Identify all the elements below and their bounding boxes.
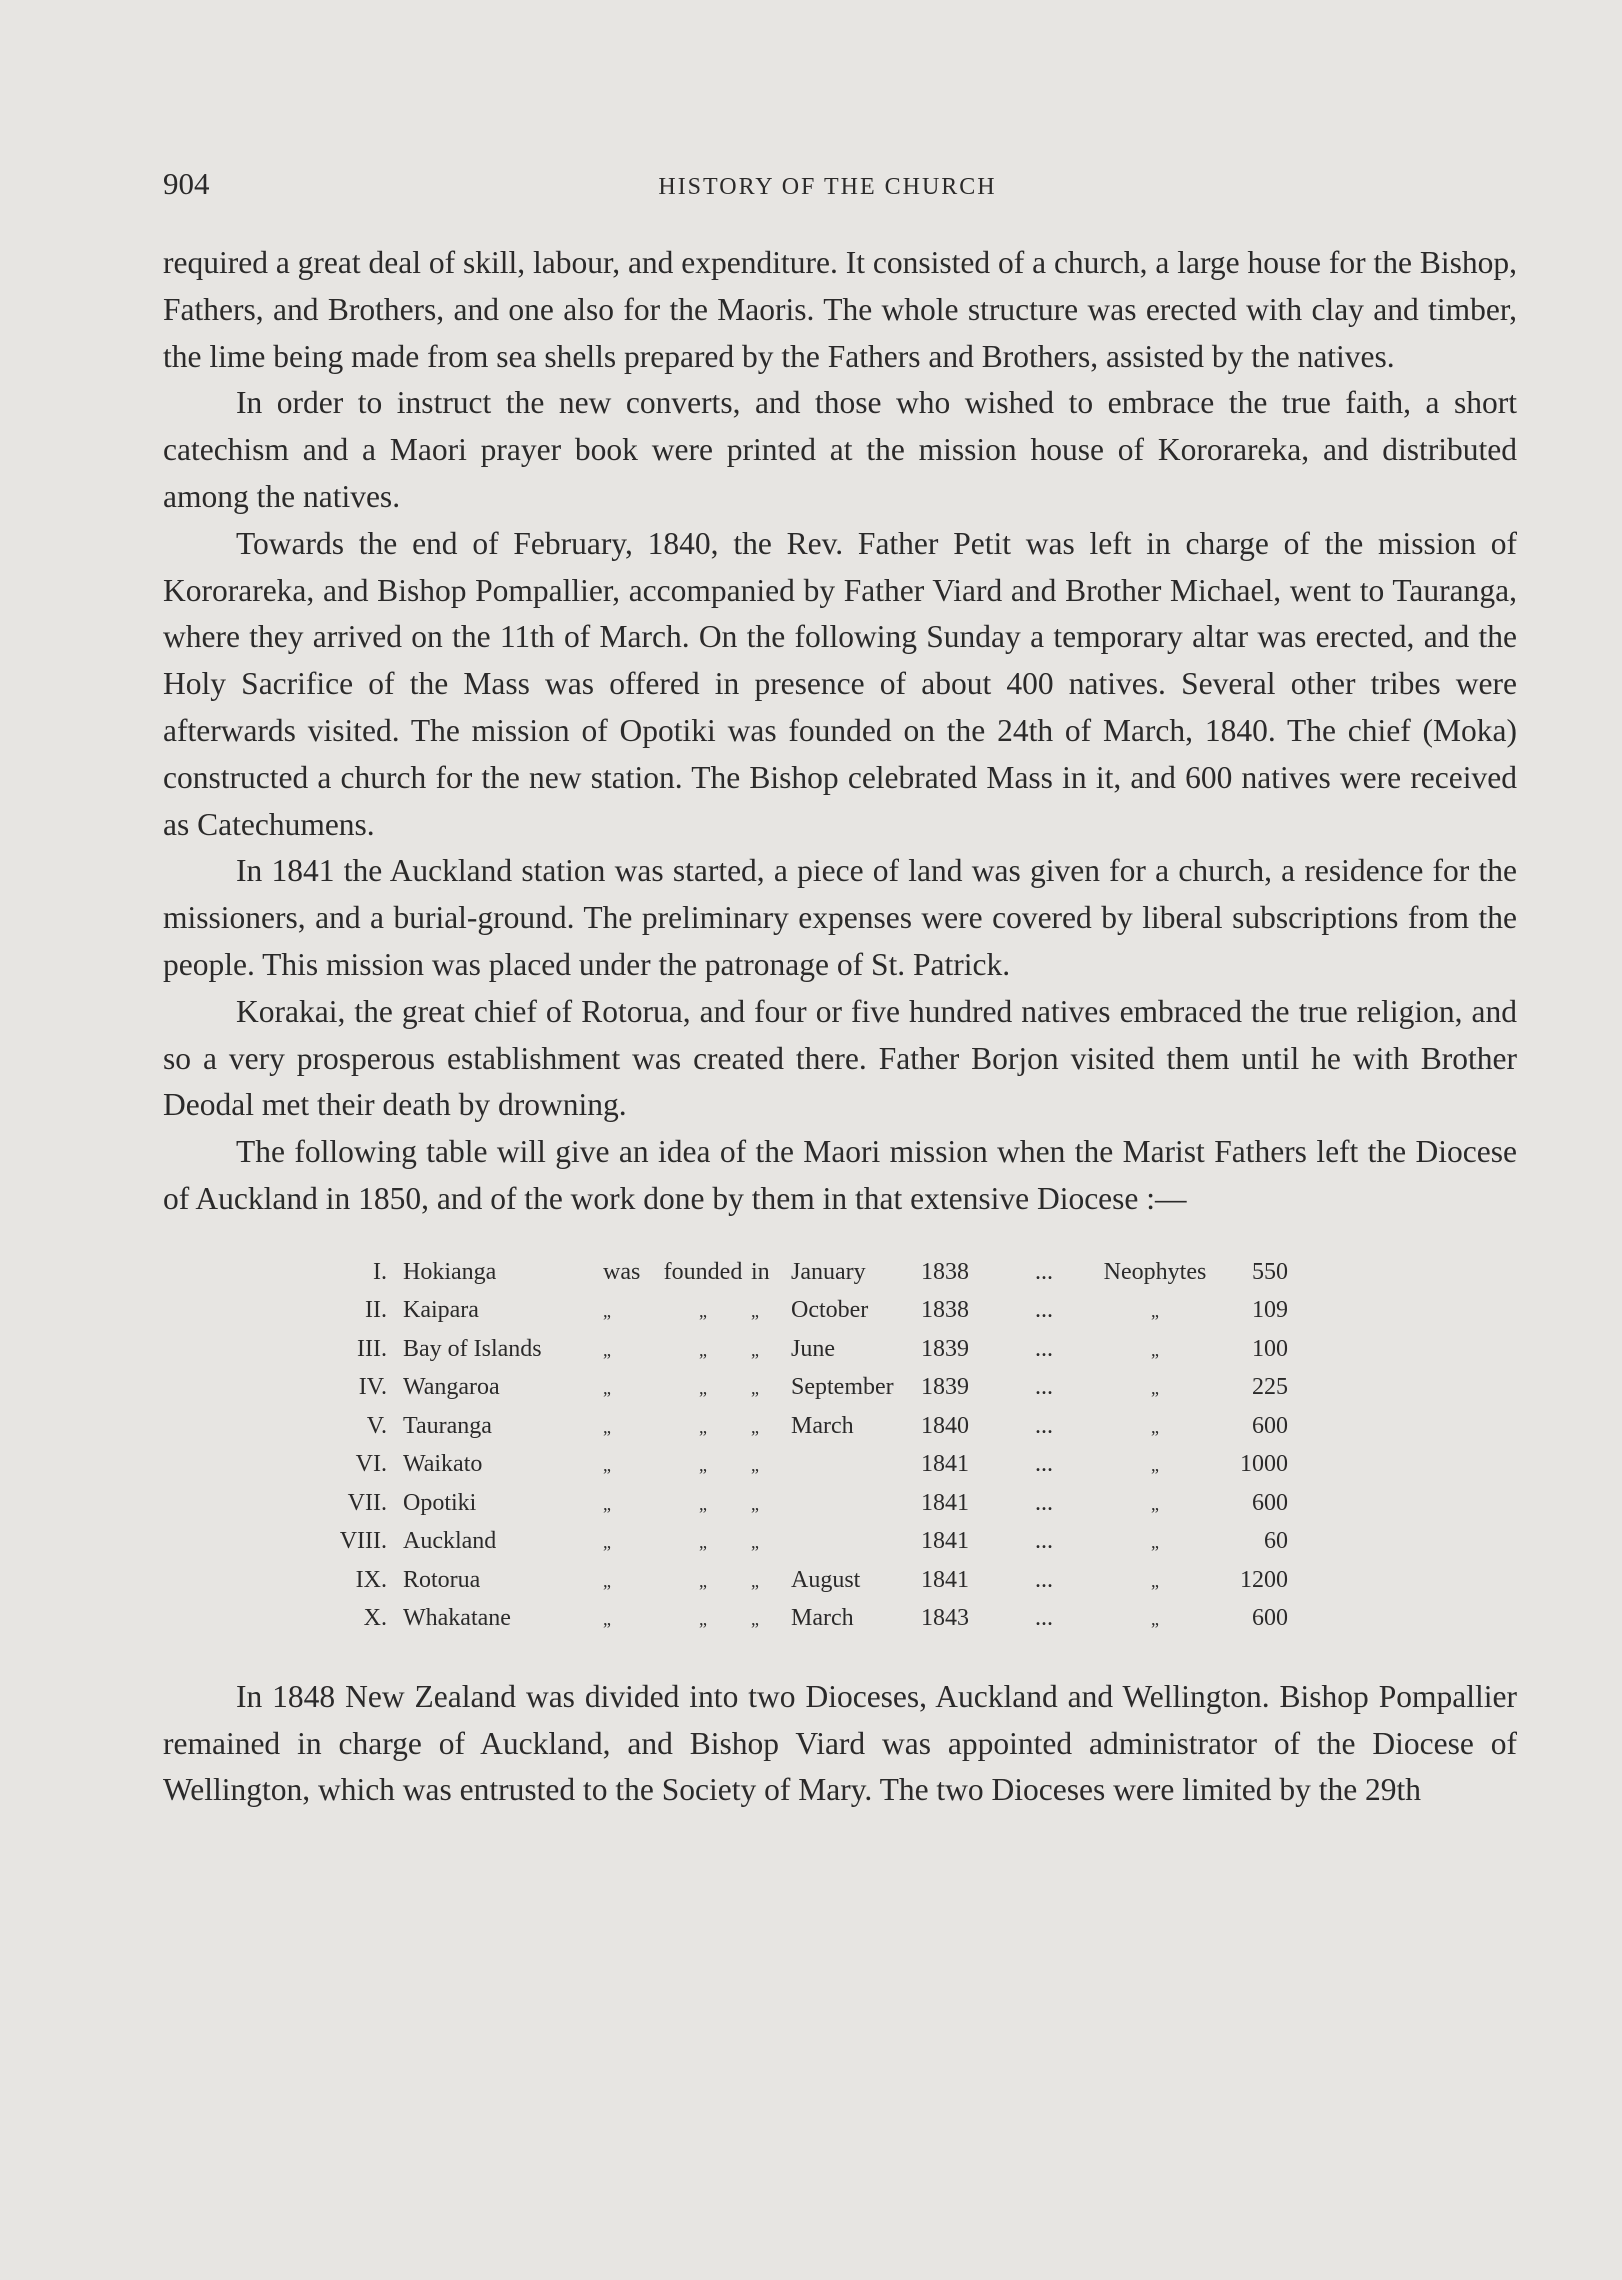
- neophytes-label: „: [1151, 1301, 1159, 1322]
- founded-year: 1838: [921, 1297, 969, 1324]
- table-row: [163, 1605, 1517, 1644]
- neophytes-label: „: [1151, 1378, 1159, 1399]
- mission-name: Hokianga: [403, 1258, 497, 1285]
- founded-text: „: [699, 1455, 707, 1476]
- mission-name: Auckland: [403, 1528, 497, 1555]
- was-text: was: [603, 1258, 641, 1285]
- founded-text: „: [699, 1301, 707, 1322]
- in-text: „: [751, 1493, 759, 1514]
- founded-text: „: [699, 1378, 707, 1399]
- founded-text: „: [699, 1609, 707, 1630]
- table-row: [163, 1336, 1517, 1375]
- in-text: „: [751, 1532, 759, 1553]
- was-text: „: [603, 1609, 611, 1630]
- mission-name: Tauranga: [403, 1412, 492, 1439]
- founded-year: 1841: [921, 1528, 969, 1555]
- table-row: [163, 1413, 1517, 1452]
- neophytes-label: „: [1151, 1339, 1159, 1360]
- was-text: „: [603, 1301, 611, 1322]
- table-row: [163, 1567, 1517, 1606]
- row-number: VII.: [347, 1489, 387, 1516]
- mission-name: Whakatane: [403, 1605, 511, 1632]
- leader-dots: ...: [1035, 1258, 1053, 1285]
- mission-name: Bay of Islands: [403, 1335, 542, 1362]
- paragraph: In order to instruct the new converts, and those who wished to embrace the true faith, a short catechism and a Maori prayer book were printed at the mission house of Kororareka, and distributed among the natives.: [163, 385, 1517, 514]
- in-text: „: [751, 1339, 759, 1360]
- neophytes-label: „: [1151, 1455, 1159, 1476]
- row-number: X.: [363, 1605, 387, 1632]
- in-text: „: [751, 1378, 759, 1399]
- mission-name: Wangaroa: [403, 1374, 500, 1401]
- founded-text: „: [699, 1532, 707, 1553]
- founded-year: 1841: [921, 1451, 969, 1478]
- founded-text: „: [699, 1493, 707, 1514]
- table-row: [163, 1259, 1517, 1298]
- table-row: [163, 1490, 1517, 1529]
- was-text: „: [603, 1532, 611, 1553]
- founded-month: September: [791, 1374, 894, 1401]
- row-number: III.: [357, 1335, 387, 1362]
- founded-month: October: [791, 1297, 869, 1324]
- page-number: 904: [163, 166, 210, 201]
- neophyte-count: 600: [1252, 1412, 1288, 1439]
- neophyte-count: 100: [1252, 1335, 1288, 1362]
- founded-month: June: [791, 1335, 835, 1362]
- in-text: „: [751, 1609, 759, 1630]
- neophyte-count: 60: [1264, 1528, 1288, 1555]
- leader-dots: ...: [1035, 1374, 1053, 1401]
- founded-text: „: [699, 1416, 707, 1437]
- row-number: II.: [365, 1297, 387, 1324]
- neophyte-count: 1200: [1240, 1566, 1288, 1593]
- founded-year: 1841: [921, 1566, 969, 1593]
- mission-table: [163, 1259, 1517, 1644]
- leader-dots: ...: [1035, 1297, 1053, 1324]
- table-row: [163, 1297, 1517, 1336]
- table-row: [163, 1374, 1517, 1413]
- leader-dots: ...: [1035, 1451, 1053, 1478]
- in-text: in: [751, 1258, 770, 1285]
- leader-dots: ...: [1035, 1489, 1053, 1516]
- neophyte-count: 600: [1252, 1605, 1288, 1632]
- page-header: [163, 160, 1492, 220]
- founded-month: January: [791, 1258, 866, 1285]
- paragraph: required a great deal of skill, labour, and expenditure. It consisted of a church, a large house for the Bishop, Fathers, and Brothers, and one also for the Maoris. The whole structure was erected with clay and timber, the lime being made from sea shells prepared by the Fathers and Brothers, assisted by the natives.: [163, 245, 1517, 374]
- founded-year: 1840: [921, 1412, 969, 1439]
- neophytes-label: „: [1151, 1532, 1159, 1553]
- in-text: „: [751, 1416, 759, 1437]
- neophyte-count: 1000: [1240, 1451, 1288, 1478]
- leader-dots: ...: [1035, 1605, 1053, 1632]
- founded-year: 1839: [921, 1374, 969, 1401]
- neophytes-label: „: [1151, 1493, 1159, 1514]
- in-text: „: [751, 1570, 759, 1591]
- founded-year: 1843: [921, 1605, 969, 1632]
- mission-name: Rotorua: [403, 1566, 481, 1593]
- mission-name: Opotiki: [403, 1489, 477, 1516]
- neophyte-count: 109: [1252, 1297, 1288, 1324]
- in-text: „: [751, 1455, 759, 1476]
- was-text: „: [603, 1339, 611, 1360]
- row-number: VI.: [355, 1451, 387, 1478]
- was-text: „: [603, 1378, 611, 1399]
- founded-text: founded: [663, 1258, 743, 1285]
- neophytes-label: „: [1151, 1570, 1159, 1591]
- paragraph: In 1848 New Zealand was divided into two Dioceses, Auckland and Wellington. Bishop Pompallier remained in charge of Auckland, and Bishop Viard was appointed administrator of the Diocese of Wellington, which was entrusted to the Society of Mary. The two Dioceses were limited by the 29th: [163, 1678, 1517, 1808]
- was-text: „: [603, 1493, 611, 1514]
- in-text: „: [751, 1301, 759, 1322]
- mission-name: Kaipara: [403, 1297, 479, 1324]
- was-text: „: [603, 1416, 611, 1437]
- running-title: HISTORY OF THE CHURCH: [658, 174, 997, 200]
- was-text: „: [603, 1455, 611, 1476]
- was-text: „: [603, 1570, 611, 1591]
- neophytes-label: Neophytes: [1103, 1258, 1207, 1285]
- paragraph: In 1841 the Auckland station was started, a piece of land was given for a church, a residence for the missioners, and a burial-ground. The preliminary expenses were covered by liberal subscriptions from the people. This mission was placed under the patronage of St. Patrick.: [163, 853, 1517, 982]
- table-row: [163, 1528, 1517, 1567]
- row-number: VIII.: [339, 1528, 387, 1555]
- page-body: [163, 240, 1517, 1814]
- paragraph: The following table will give an idea of the Maori mission when the Marist Fathers left the Diocese of Auckland in 1850, and of the work done by them in that extensive Diocese :—: [163, 1134, 1517, 1216]
- paragraph: Korakai, the great chief of Rotorua, and four or five hundred natives embraced the true religion, and so a very prosperous establishment was created there. Father Borjon visited them until he with Brother Deodal met their death by drowning.: [163, 993, 1517, 1123]
- row-number: IV.: [358, 1374, 387, 1401]
- founded-text: „: [699, 1339, 707, 1360]
- leader-dots: ...: [1035, 1412, 1053, 1439]
- neophyte-count: 600: [1252, 1489, 1288, 1516]
- neophytes-label: „: [1151, 1416, 1159, 1437]
- founded-year: 1841: [921, 1489, 969, 1516]
- leader-dots: ...: [1035, 1528, 1053, 1555]
- neophytes-label: „: [1151, 1609, 1159, 1630]
- founded-month: March: [791, 1412, 854, 1439]
- table-row: [163, 1451, 1517, 1490]
- founded-year: 1839: [921, 1335, 969, 1362]
- founded-month: August: [791, 1566, 861, 1593]
- paragraph: Towards the end of February, 1840, the Rev. Father Petit was left in charge of the mission of Kororareka, and Bishop Pompallier, accompanied by Father Viard and Brother Michael, went to Tauranga, where they arrived on the 11th of March. On the following Sunday a temporary altar was erected, and the Holy Sacrifice of the Mass was offered in presence of about 400 natives. Several other tribes were afterwards visited. The mission of Opotiki was founded on the 24th of March, 1840. The chief (Moka) constructed a church for the new station. The Bishop celebrated Mass in it, and 600 natives were received as Catechumens.: [163, 525, 1517, 842]
- founded-year: 1838: [921, 1258, 969, 1285]
- row-number: I.: [373, 1258, 387, 1285]
- leader-dots: ...: [1035, 1566, 1053, 1593]
- mission-name: Waikato: [403, 1451, 483, 1478]
- leader-dots: ...: [1035, 1335, 1053, 1362]
- founded-month: March: [791, 1605, 854, 1632]
- row-number: V.: [366, 1412, 387, 1439]
- founded-text: „: [699, 1570, 707, 1591]
- neophyte-count: 225: [1252, 1374, 1288, 1401]
- row-number: IX.: [355, 1566, 387, 1593]
- neophyte-count: 550: [1252, 1258, 1288, 1285]
